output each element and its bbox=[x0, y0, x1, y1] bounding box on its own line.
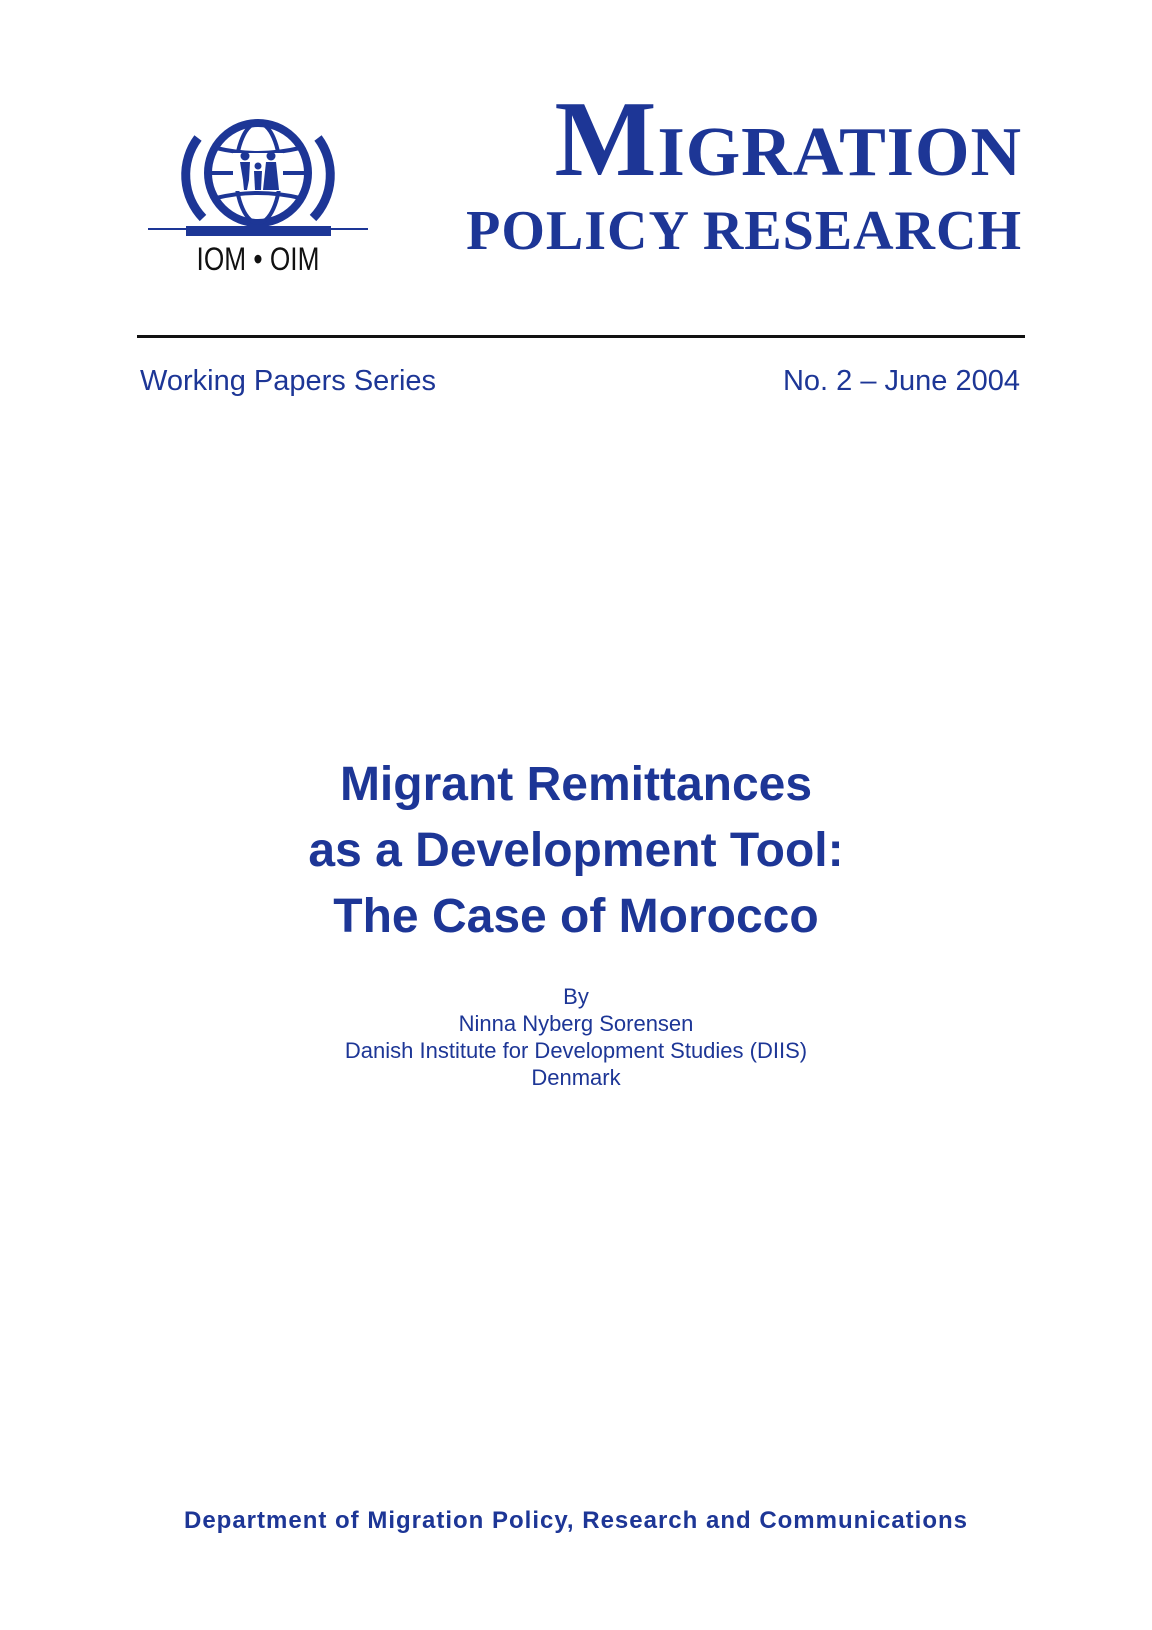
title-line: Migrant Remittances bbox=[339, 758, 813, 811]
masthead-title bbox=[462, 80, 1022, 199]
masthead-title-initial: M bbox=[554, 80, 658, 199]
issue-number-date: No. 2 – June 2004 bbox=[782, 365, 1020, 397]
title-line: The Case of Morocco bbox=[333, 890, 819, 943]
iom-wordmark: IOM • OIM bbox=[196, 241, 320, 277]
author-institution: Danish Institute for Development Studies (DIIS) bbox=[344, 1038, 808, 1063]
department-footer: Department of Migration Policy, Research and Communications bbox=[183, 1507, 968, 1534]
byline-by: By bbox=[563, 984, 589, 1009]
series-name: Working Papers Series bbox=[140, 365, 437, 397]
title-line: as a Development Tool: bbox=[308, 824, 844, 877]
author-name: Ninna Nyberg Sorensen bbox=[458, 1011, 694, 1036]
document-title bbox=[0, 752, 1152, 950]
iom-globe-family-icon bbox=[148, 108, 368, 243]
author-country: Denmark bbox=[531, 1065, 621, 1090]
header-divider bbox=[137, 335, 1025, 338]
iom-logo bbox=[148, 108, 368, 283]
masthead-title-rest: IGRATION bbox=[657, 114, 1022, 191]
masthead-subtitle: POLICY RESEARCH bbox=[466, 200, 1022, 262]
byline bbox=[0, 983, 1152, 1091]
